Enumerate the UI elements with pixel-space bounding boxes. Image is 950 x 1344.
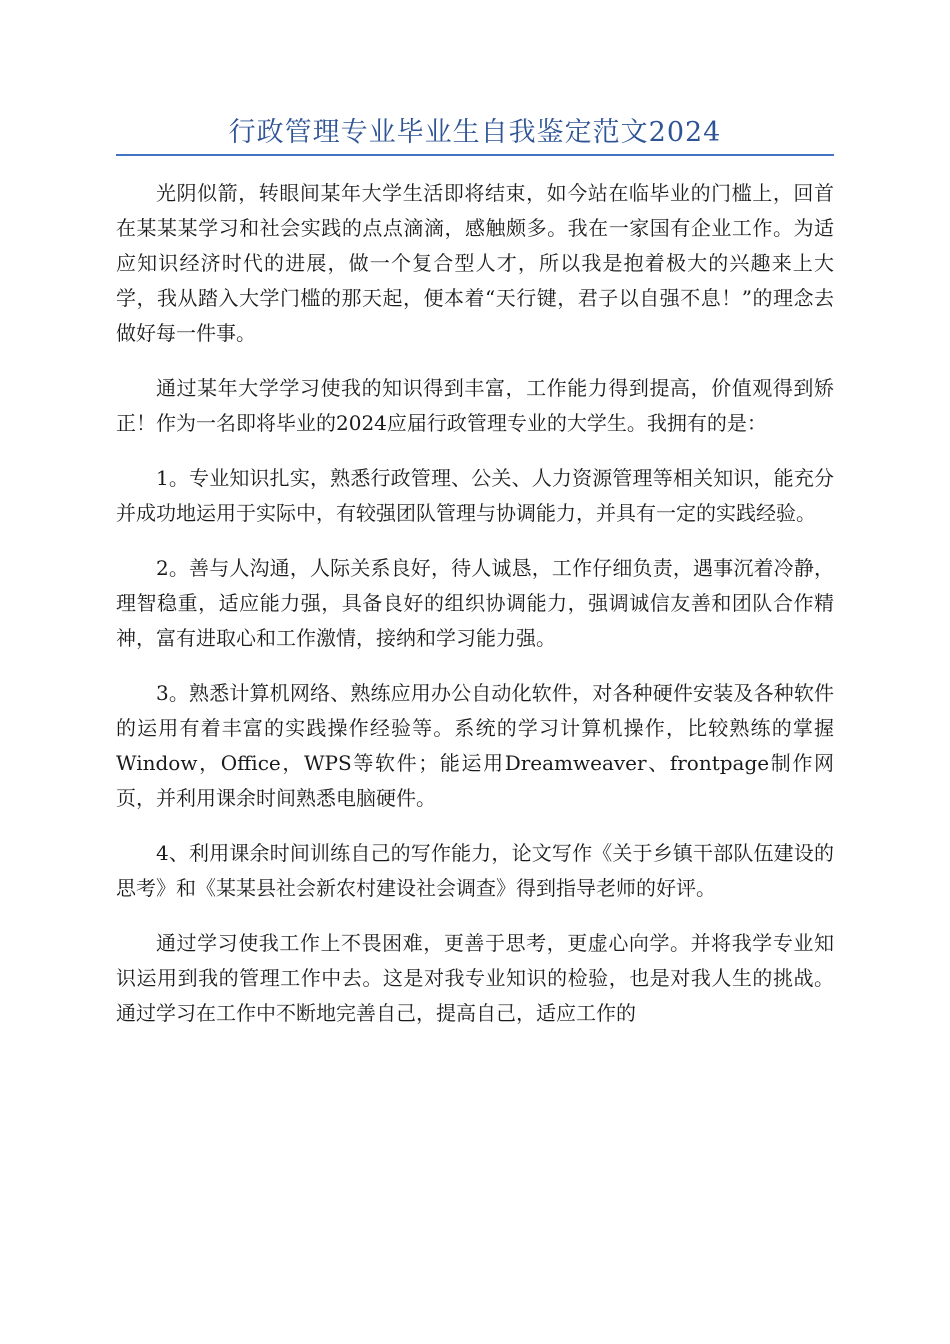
paragraph-2: 通过某年大学学习使我的知识得到丰富，工作能力得到提高，价值观得到矫正！作为一名即将毕业的2024应届行政管理专业的大学生。我拥有的是： (116, 376, 834, 435)
paragraph-6: 4、利用课余时间训练自己的写作能力，论文写作《关于乡镇干部队伍建设的思考》和《某某县社会新农村建设社会调查》得到指导老师的好评。 (116, 841, 834, 900)
paragraph-5: 3。熟悉计算机网络、熟练应用办公自动化软件，对各种硬件安装及各种软件的运用有着丰富的实践操作经验等。系统的学习计算机操作，比较熟练的掌握Window，Office，WPS等软件；能运用Dreamweaver、frontpage制作网页，并利用课余时间熟悉电脑硬件。 (116, 681, 834, 810)
document-title: 行政管理专业毕业生自我鉴定范文2024 (228, 117, 722, 148)
document-body (116, 176, 834, 1051)
paragraph-4: 2。善与人沟通，人际关系良好，待人诚恳，工作仔细负责，遇事沉着冷静，理智稳重，适应能力强，具备良好的组织协调能力，强调诚信友善和团队合作精神，富有进取心和工作激情，接纳和学习能力强。 (116, 556, 834, 650)
paragraph-3: 1。专业知识扎实，熟悉行政管理、公关、人力资源管理等相关知识，能充分并成功地运用于实际中，有较强团队管理与协调能力，并具有一定的实践经验。 (116, 466, 834, 525)
paragraph-1: 光阴似箭，转眼间某年大学生活即将结束，如今站在临毕业的门槛上，回首在某某某学习和社会实践的点点滴滴，感触颇多。我在一家国有企业工作。为适应知识经济时代的进展，做一个复合型人才，所以我是抱着极大的兴趣来上大学，我从踏入大学门槛的那天起，便本着“天行键，君子以自强不息！”的理念去做好每一件事。 (116, 181, 834, 345)
title-underline (116, 154, 834, 156)
paragraph-7: 通过学习使我工作上不畏困难，更善于思考，更虚心向学。并将我学专业知识运用到我的管理工作中去。这是对我专业知识的检验，也是对我人生的挑战。通过学习在工作中不断地完善自己，提高自己，适应工作的 (116, 931, 834, 1025)
